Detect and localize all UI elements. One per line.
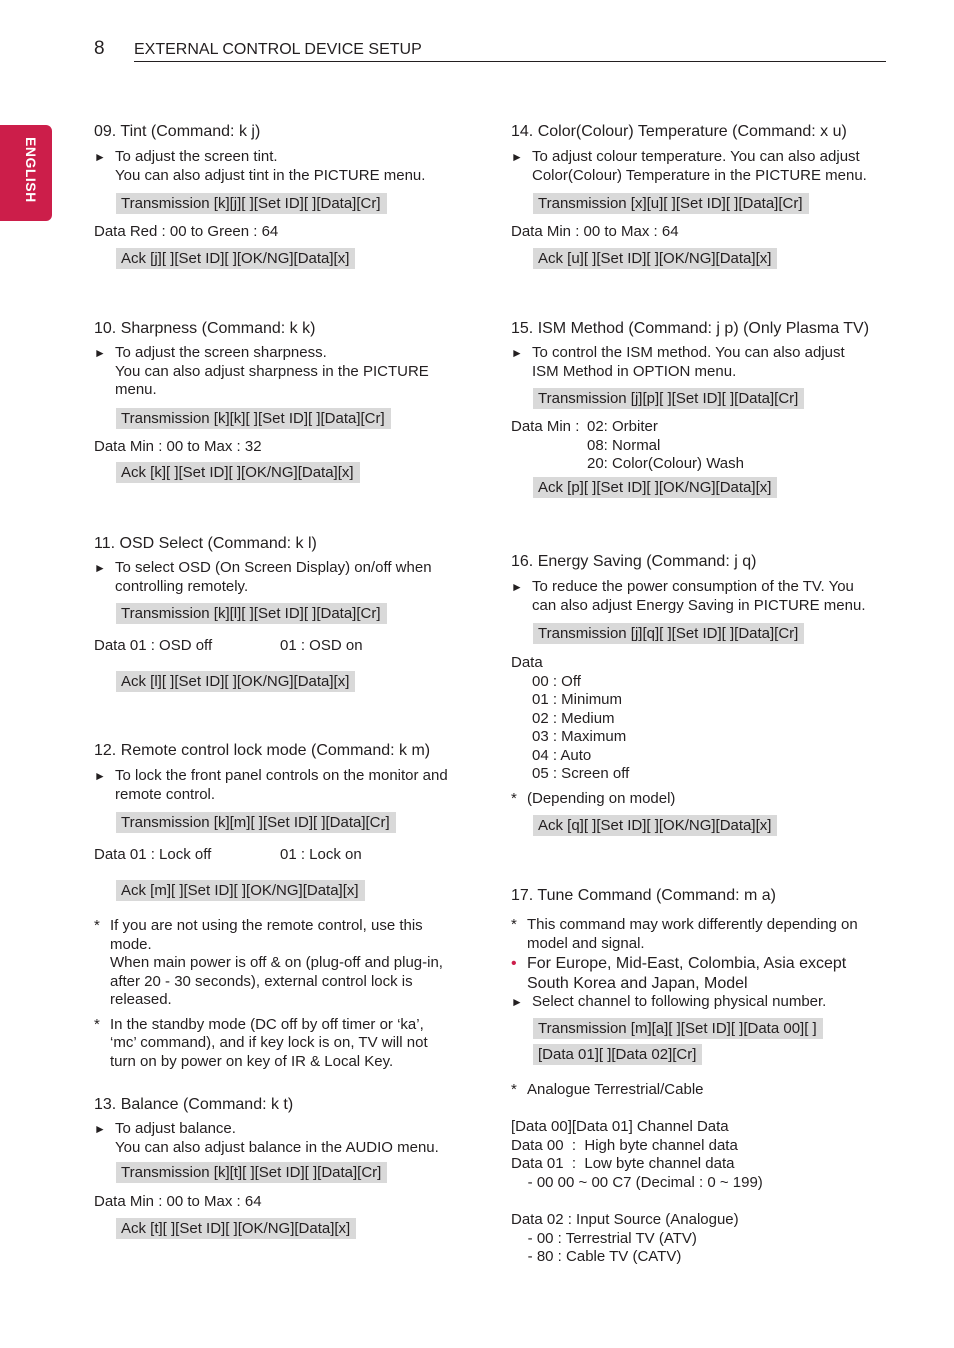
note-line: ‘mc’ command), and if key lock is on, TV will not bbox=[110, 1034, 428, 1051]
note-line: In the standby mode (DC off by off timer or ‘ka’, bbox=[110, 1015, 424, 1033]
desc-line: can also adjust Energy Saving in PICTURE menu. bbox=[532, 596, 866, 614]
data-option: 08: Normal bbox=[587, 436, 661, 454]
desc-line: To adjust colour temperature. You can also adjust bbox=[532, 148, 860, 165]
desc-line: controlling remotely. bbox=[115, 577, 249, 595]
asterisk: * bbox=[511, 916, 517, 933]
footnote bbox=[511, 1081, 901, 1100]
data-range: Data Min : 00 to Max : 64 bbox=[94, 1193, 262, 1210]
desc-line: You can also adjust sharpness in the PICTURE bbox=[115, 362, 429, 380]
data-option: 05 : Screen off bbox=[532, 765, 630, 782]
transmission-box-continued: [Data 01][ ][Data 02][Cr] bbox=[533, 1044, 702, 1065]
ack-box: Ack [l][ ][Set ID][ ][OK/NG][Data][x] bbox=[116, 671, 355, 692]
data-option: 02 : Medium bbox=[532, 709, 615, 727]
ack-box: Ack [q][ ][Set ID][ ][OK/NG][Data][x] bbox=[533, 815, 777, 836]
data-option: 03 : Maximum bbox=[532, 728, 627, 745]
desc-line: You can also adjust balance in the AUDIO menu. bbox=[115, 1138, 439, 1156]
section-title: 09. Tint (Command: k j) bbox=[94, 123, 261, 140]
transmission-box: Transmission [k][l][ ][Set ID][ ][Data][Cr] bbox=[116, 603, 387, 624]
ack-box: Ack [u][ ][Set ID][ ][OK/NG][Data][x] bbox=[533, 248, 777, 269]
footnote bbox=[94, 917, 484, 1010]
language-tab-label: ENGLISH bbox=[23, 137, 39, 203]
note-line: model and signal. bbox=[527, 934, 645, 952]
data-line: Data 01 : Low byte channel data bbox=[511, 1155, 735, 1172]
section-sharpness bbox=[94, 319, 484, 483]
note-line: Analogue Terrestrial/Cable bbox=[527, 1080, 704, 1098]
data-options bbox=[511, 673, 901, 784]
region-note bbox=[511, 954, 901, 993]
transmission-box: Transmission [j][p][ ][Set ID][ ][Data][Cr] bbox=[533, 388, 804, 409]
arrow-icon: ► bbox=[94, 1122, 106, 1136]
section-ism-method bbox=[511, 319, 901, 498]
data-line: Data 02 : Input Source (Analogue) bbox=[511, 1211, 739, 1228]
note-line: South Korea and Japan, Model bbox=[527, 974, 748, 992]
note-line: This command may work differently depending on bbox=[527, 916, 858, 933]
desc-line: To adjust balance. bbox=[115, 1120, 236, 1137]
data-range: Data Red : 00 to Green : 64 bbox=[94, 223, 279, 240]
data-line: - 80 : Cable TV (CATV) bbox=[511, 1248, 682, 1265]
desc-line: ISM Method in OPTION menu. bbox=[532, 362, 737, 380]
desc-line: To lock the front panel controls on the monitor and bbox=[115, 767, 448, 784]
header-rule bbox=[134, 61, 886, 62]
footnote bbox=[511, 916, 901, 953]
section-title: 12. Remote control lock mode (Command: k m) bbox=[94, 742, 431, 759]
note-line: For Europe, Mid-East, Colombia, Asia except bbox=[527, 955, 847, 972]
desc-line: To control the ISM method. You can also adjust bbox=[532, 344, 845, 361]
note-line: after 20 - 30 seconds), external control lock is bbox=[110, 972, 413, 990]
footnote bbox=[511, 790, 901, 809]
asterisk: * bbox=[94, 1015, 100, 1033]
data-option: 04 : Auto bbox=[532, 746, 592, 764]
data-option: 01 : Minimum bbox=[532, 691, 623, 708]
desc-line: Color(Colour) Temperature in the PICTURE menu. bbox=[532, 166, 867, 184]
ack-box: Ack [k][ ][Set ID][ ][OK/NG][Data][x] bbox=[116, 462, 360, 483]
desc-line: menu. bbox=[115, 381, 157, 398]
data-options bbox=[94, 637, 484, 656]
section-description bbox=[94, 1120, 484, 1157]
data-range: Data Min : 00 to Max : 64 bbox=[511, 223, 679, 240]
section-description bbox=[94, 344, 484, 400]
section-title: 16. Energy Saving (Command: j q) bbox=[511, 553, 757, 570]
data-option: Data 01 : OSD off bbox=[94, 637, 213, 654]
data-line: - 00 : Terrestrial TV (ATV) bbox=[511, 1229, 697, 1247]
footnote bbox=[94, 1016, 484, 1072]
desc-line: Select channel to following physical number. bbox=[532, 993, 827, 1010]
ack-box: Ack [p][ ][Set ID][ ][OK/NG][Data][x] bbox=[533, 477, 777, 498]
note-line: released. bbox=[110, 991, 172, 1008]
section-description bbox=[511, 993, 901, 1012]
data-options bbox=[94, 846, 484, 865]
desc-line: remote control. bbox=[115, 785, 216, 803]
section-tune-command bbox=[511, 886, 901, 1267]
bullet-dot: • bbox=[511, 955, 517, 972]
data-option: Data 01 : Lock off bbox=[94, 846, 212, 863]
section-osd-select bbox=[94, 534, 484, 692]
section-description bbox=[511, 344, 901, 381]
transmission-box: Transmission [k][t][ ][Set ID][ ][Data][Cr] bbox=[116, 1162, 387, 1183]
transmission-box: Transmission [k][k][ ][Set ID][ ][Data][Cr] bbox=[116, 408, 391, 429]
transmission-box: Transmission [k][j][ ][Set ID][ ][Data][Cr] bbox=[116, 193, 387, 214]
asterisk: * bbox=[511, 1080, 517, 1098]
desc-line: To adjust the screen tint. bbox=[115, 148, 278, 165]
data-label: Data Min : bbox=[511, 418, 580, 435]
asterisk: * bbox=[94, 917, 100, 934]
note-line: turn on by power on key of IR & Local Key. bbox=[110, 1052, 394, 1070]
section-color-temperature bbox=[511, 122, 901, 269]
data-label: Data bbox=[511, 654, 543, 671]
data-option: 02: Orbiter bbox=[587, 418, 658, 435]
section-description bbox=[94, 767, 484, 804]
data-range: Data Min : 00 to Max : 32 bbox=[94, 437, 262, 455]
ack-box: Ack [t][ ][Set ID][ ][OK/NG][Data][x] bbox=[116, 1218, 356, 1239]
data-option: 20: Color(Colour) Wash bbox=[587, 455, 744, 472]
page-title: EXTERNAL CONTROL DEVICE SETUP bbox=[134, 41, 422, 58]
section-description bbox=[511, 148, 901, 185]
desc-line: To select OSD (On Screen Display) on/off when bbox=[115, 559, 432, 576]
data-options bbox=[511, 418, 901, 474]
desc-line: You can also adjust tint in the PICTURE menu. bbox=[115, 166, 426, 184]
section-title: 17. Tune Command (Command: m a) bbox=[511, 887, 776, 904]
desc-line: To adjust the screen sharpness. bbox=[115, 344, 327, 361]
section-tint bbox=[94, 122, 484, 269]
transmission-box: Transmission [k][m][ ][Set ID][ ][Data][Cr] bbox=[116, 812, 396, 833]
data-line: [Data 00][Data 01] Channel Data bbox=[511, 1118, 729, 1135]
channel-data-block bbox=[511, 1118, 901, 1192]
arrow-icon: ► bbox=[511, 346, 523, 360]
transmission-box: Transmission [j][q][ ][Set ID][ ][Data][Cr] bbox=[533, 623, 804, 644]
section-description bbox=[94, 148, 484, 185]
arrow-icon: ► bbox=[511, 580, 523, 594]
arrow-icon: ► bbox=[94, 769, 106, 783]
note-line: If you are not using the remote control, use this bbox=[110, 917, 423, 934]
data-line: - 00 00 ~ 00 C7 (Decimal : 0 ~ 199) bbox=[511, 1173, 763, 1191]
section-description bbox=[94, 559, 484, 596]
section-title: 14. Color(Colour) Temperature (Command: x u) bbox=[511, 123, 847, 140]
data-option: 00 : Off bbox=[532, 672, 581, 690]
section-remote-lock bbox=[94, 741, 484, 1071]
section-title: 10. Sharpness (Command: k k) bbox=[94, 320, 316, 337]
data-option: 01 : OSD on bbox=[280, 637, 363, 654]
section-title: 15. ISM Method (Command: j p) (Only Plasma TV) bbox=[511, 320, 870, 337]
data-line: Data 00 : High byte channel data bbox=[511, 1136, 738, 1154]
note-line: When main power is off & on (plug-off and plug-in, bbox=[110, 954, 443, 971]
desc-line: To reduce the power consumption of the TV. You bbox=[532, 578, 854, 595]
arrow-icon: ► bbox=[94, 150, 106, 164]
ack-box: Ack [m][ ][Set ID][ ][OK/NG][Data][x] bbox=[116, 880, 365, 901]
arrow-icon: ► bbox=[94, 346, 106, 360]
section-energy-saving bbox=[511, 552, 901, 836]
ack-box: Ack [j][ ][Set ID][ ][OK/NG][Data][x] bbox=[116, 248, 355, 269]
asterisk: * bbox=[511, 789, 517, 807]
section-title: 13. Balance (Command: k t) bbox=[94, 1096, 294, 1113]
arrow-icon: ► bbox=[511, 150, 523, 164]
arrow-icon: ► bbox=[94, 561, 106, 575]
note-line: (Depending on model) bbox=[527, 789, 676, 807]
page-number: 8 bbox=[94, 38, 105, 59]
transmission-box: Transmission [x][u][ ][Set ID][ ][Data][Cr] bbox=[533, 193, 809, 214]
data-option: 01 : Lock on bbox=[280, 846, 362, 863]
section-title: 11. OSD Select (Command: k l) bbox=[94, 535, 317, 552]
section-balance bbox=[94, 1095, 484, 1239]
note-line: mode. bbox=[110, 935, 152, 953]
input-source-block bbox=[511, 1211, 901, 1267]
arrow-icon: ► bbox=[511, 995, 523, 1009]
language-tab bbox=[0, 125, 52, 221]
section-description bbox=[511, 578, 901, 615]
transmission-box: Transmission [m][a][ ][Set ID][ ][Data 00][ ] bbox=[533, 1018, 823, 1039]
